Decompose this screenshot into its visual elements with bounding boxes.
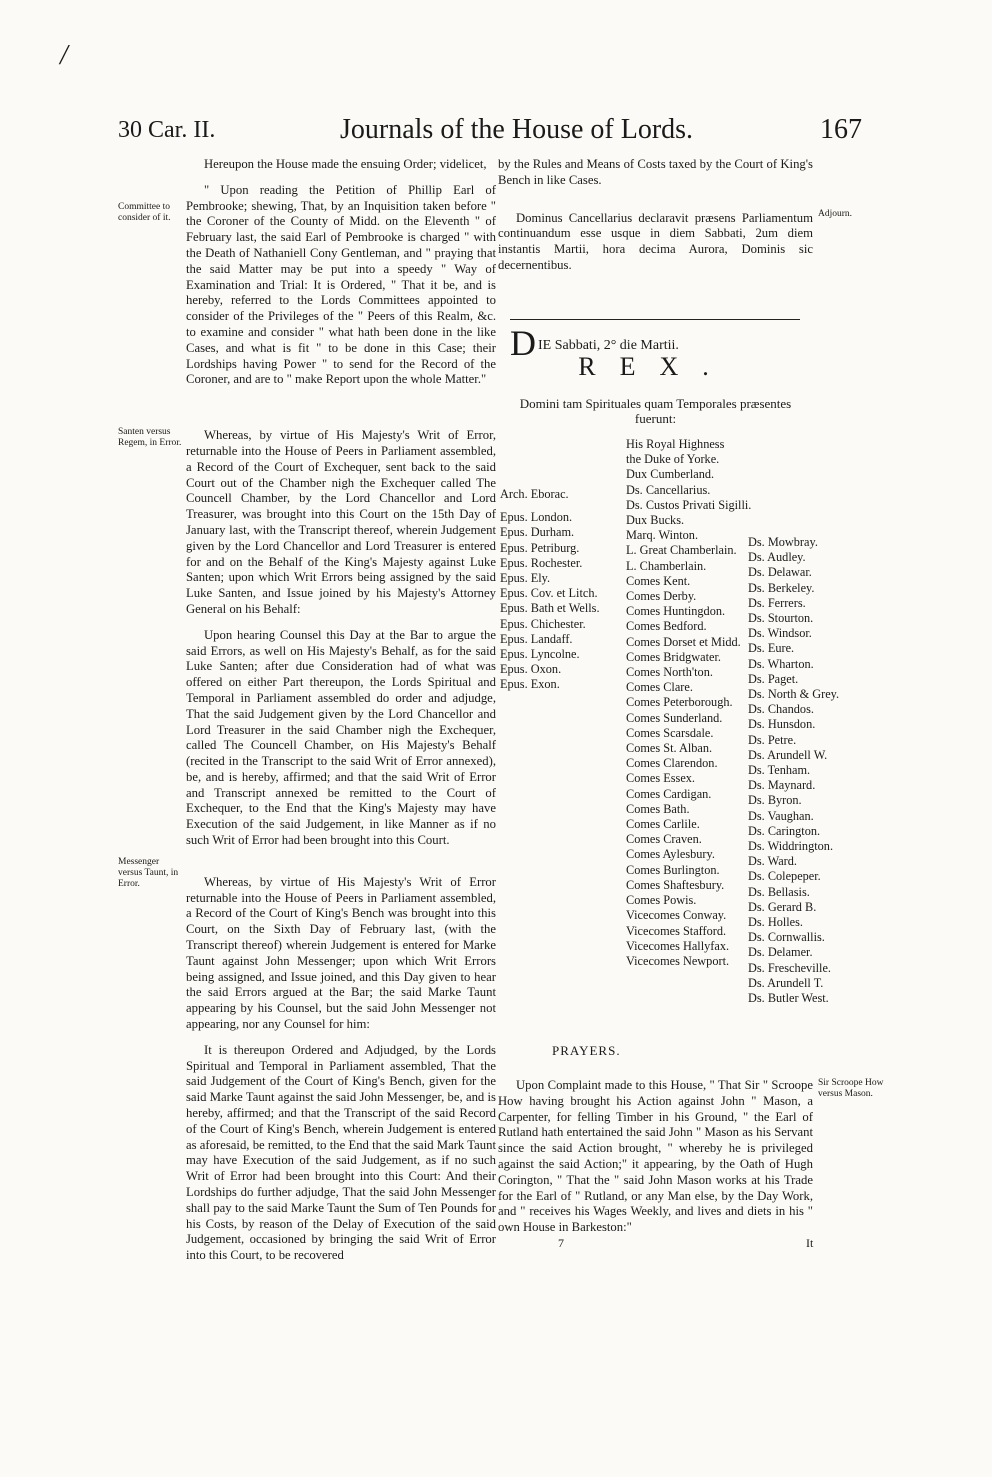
baron-entry: Ds. Carington. xyxy=(748,823,821,838)
catchword: It xyxy=(806,1236,814,1250)
lord-spiritual-entry: Epus. London. xyxy=(500,510,573,525)
lord-temporal-entry: Dux Bucks. xyxy=(626,513,685,528)
corner-mark: / xyxy=(60,40,68,71)
lord-spiritual-entry: Epus. Petriburg. xyxy=(500,540,580,555)
lord-spiritual-entry: Epus. Oxon. xyxy=(500,662,562,677)
lord-temporal-entry: Comes Aylesbury. xyxy=(626,847,715,862)
lord-temporal-entry: Comes Carlile. xyxy=(626,817,700,832)
continuation-text: by the Rules and Means of Costs taxed by the Court of King's Bench in like Cases. xyxy=(498,157,813,187)
pembrooke-order: " Upon reading the Petition of Phillip Earl of Pembrooke; shewing, That, by an Inquisition taken before " the Coroner of the County of Midd. on the Eleventh " of February last, the said Earl of Pembrooke is charged " with the Death of Nathaniell Cony Gentleman, and " praying that the said Matter may be put into a speedy " Way of Examination and Trial: It is Ordered, " That it be, and is hereby, referred to the Lords Committees appointed to consider of the Privileges of the " Peers of this Realm, &c. to examine and consider " what hath been done in the like Cases, and what is fit " to be done in this Case; their Lordships having Power " to send for the Record of the Coroner, and are to " make Report upon the whole Matter." xyxy=(186,182,496,387)
lord-spiritual-entry: Epus. Chichester. xyxy=(500,616,586,631)
lord-spiritual-entry: Epus. Rochester. xyxy=(500,555,583,570)
lord-temporal-entry: Comes St. Alban. xyxy=(626,741,713,756)
baron-entry: Ds. Maynard. xyxy=(748,778,816,793)
lord-temporal-entry: Comes Kent. xyxy=(626,573,691,588)
drop-initial: D xyxy=(510,323,536,363)
lord-temporal-entry: Comes Scarsdale. xyxy=(626,725,714,740)
lords-spiritual-list xyxy=(500,487,600,693)
baron-entry: Ds. Delamer. xyxy=(748,945,813,960)
prayers-heading: PRAYERS. xyxy=(552,1043,621,1058)
lord-spiritual-entry: Epus. Bath et Wells. xyxy=(500,601,600,616)
lord-temporal-entry: His Royal Highness xyxy=(626,437,725,451)
lord-spiritual-entry xyxy=(500,502,600,510)
baron-entry: Ds. Eure. xyxy=(748,641,795,656)
barons-list xyxy=(748,535,839,1006)
baron-entry: Ds. Byron. xyxy=(748,793,802,808)
baron-entry: Ds. Arundell W. xyxy=(748,747,828,762)
baron-entry: Ds. Delawar. xyxy=(748,565,812,580)
lords-temporal-list xyxy=(626,437,751,969)
lord-temporal-entry: Comes Derby. xyxy=(626,589,697,604)
margin-note-messenger: Messenger versus Taunt, in Error. xyxy=(118,857,179,889)
left-column xyxy=(186,157,496,1274)
lord-temporal-entry: L. Great Chamberlain. xyxy=(626,543,737,558)
lord-temporal-entry: Comes Essex. xyxy=(626,771,695,786)
baron-entry: Ds. Widdrington. xyxy=(748,839,834,854)
baron-entry: Ds. Arundell T. xyxy=(748,975,824,990)
attendance-heading: Domini tam Spirituales quam Temporales præsentes fuerunt: xyxy=(519,396,792,426)
margin-note-santen: Santen versus Regem, in Error. xyxy=(118,427,182,448)
lord-temporal-entry: L. Chamberlain. xyxy=(626,558,707,573)
baron-entry: Ds. Chandos. xyxy=(748,702,814,717)
lord-temporal-entry: Vicecomes Hallyfax. xyxy=(626,938,730,953)
baron-entry: Ds. Paget. xyxy=(748,671,799,686)
baron-entry: Ds. Windsor. xyxy=(748,626,812,641)
lord-spiritual-entry: Epus. Landaff. xyxy=(500,631,573,646)
santen-writ: Whereas, by virtue of His Majesty's Writ of Error, returnable into the House of Peers in Parliament assembled, a Record of the Court of Exchequer, sent back to the said Court out of the Chamber nigh the Exchequer called The Councell Chamber, by the Lord Chancellor and Lord Treasurer, was brought into this Court on the 15th Day of January last, with the Transcript thereof, wherein Judgement given by the Lord Chancellor and Lord Treasurer is entered for and on the Behalf of the King's Majesty against Luke Santen; upon which Writ Errors being assigned by the said Luke Santen, and Issue joined by his Majesty's Attorney General on his Behalf: xyxy=(186,428,496,616)
baron-entry: Ds. Ward. xyxy=(748,854,797,869)
scroope-complaint: Upon Complaint made to this House, " That Sir " Scroope How having brought his Action against John " Mason, a Carpenter, for felling Timber in his Ground, " the Earl of Rutland hath entertained the said John " Mason as his Servant since the said Action brought, " whereby he is privileged against the said Action;" it appearing, by the Oath of Hugh Corington, " That the " said John Mason works at his Trade for the Earl of " Rutland, or any Man else, by the Day Work, and " receives his Wages Weekly, and lives and diets in his " own House in Barkeston:" xyxy=(498,1078,813,1235)
date-heading-text: IE Sabbati, 2° die Martii. xyxy=(538,338,679,353)
signature-mark: 7 xyxy=(558,1236,564,1250)
lord-temporal-entry: Vicecomes Newport. xyxy=(626,953,730,968)
lord-temporal-entry: Comes Bedford. xyxy=(626,619,707,634)
baron-entry: Ds. Cornwallis. xyxy=(748,930,825,945)
lord-temporal-entry: Comes Cardigan. xyxy=(626,786,712,801)
lord-temporal-entry: Comes Huntingdon. xyxy=(626,604,726,619)
baron-entry: Ds. Gerard B. xyxy=(748,899,817,914)
baron-entry: Ds. North & Grey. xyxy=(748,687,840,702)
lord-temporal-entry: Comes Shaftesbury. xyxy=(626,877,725,892)
baron-entry: Ds. Colepeper. xyxy=(748,869,821,884)
margin-note-adjourn: Adjourn. xyxy=(818,209,853,219)
lord-temporal-entry: Dux Cumberland. xyxy=(626,467,715,482)
header-regnal-year: 30 Car. II. xyxy=(118,117,216,143)
lord-spiritual-entry: Epus. Durham. xyxy=(500,525,575,540)
page-title: Journals of the House of Lords. xyxy=(340,114,694,145)
baron-entry: Ds. Vaughan. xyxy=(748,808,814,823)
lord-temporal-entry: Comes Clare. xyxy=(626,680,693,695)
messenger-judgement: It is thereupon Ordered and Adjudged, by the Lords Spiritual and Temporal in Parliament assembled, That the said Judgement of the Court of King's Bench, given for the said Marke Taunt against the said John Messenger, be, and is hereby, affirmed; and that the Transcript of the said Record of the Court of King's Bench, wherein Judgement is entered as aforesaid, be remitted, to the End that the said Mark Taunt may have Execution of the said Judgement, as if no such Writ of Error had been brought into this Court: And their Lordships do further adjudge, That the said John Messenger shall pay to the said Marke Taunt the Sum of Ten Pounds for his Costs, by reason of the Delay of Execution of the said Judgement, occasioned by bringing the said Writ of Error into this Court, to be recovered xyxy=(186,1042,496,1263)
lord-temporal-entry: Marq. Winton. xyxy=(626,528,699,543)
page-number: 167 xyxy=(820,114,862,145)
baron-entry: Ds. Bellasis. xyxy=(748,884,810,899)
lord-temporal-entry: Comes Bridgwater. xyxy=(626,649,721,664)
lord-temporal-entry: Ds. Custos Privati Sigilli. xyxy=(626,497,752,512)
santen-judgement: Upon hearing Counsel this Day at the Bar to argue the said Errors, as well on His Majesty's Behalf, as for the said Luke Santen; after due Consideration had of what was offered on either Part thereupon, the Lords Spiritual and Temporal in Parliament assembled do order and adjudge, That the said Judgement given by the Lord Chancellor and Lord Treasurer in the said Chamber nigh the Exchequer, called The Councell Chamber, on His Majesty's Behalf (recited in the Transcript to the said Writ of Error annexed), be, and is hereby, affirmed; and that the said Writ of Error and Transcript annexed be remitted to the Court of Exchequer, to the End that the King's Majesty may have Execution of the said Judgement, in like Manner as if no such Writ of Error had been brought into this Court. xyxy=(186,627,496,848)
baron-entry: Ds. Berkeley. xyxy=(748,580,815,595)
lord-spiritual-entry: Epus. Cov. et Litch. xyxy=(500,586,598,601)
right-column xyxy=(498,157,813,284)
baron-entry: Ds. Tenham. xyxy=(748,763,811,778)
lord-temporal-entry: Comes Bath. xyxy=(626,801,690,816)
baron-entry: Ds. Stourton. xyxy=(748,611,814,626)
baron-entry: Ds. Audley. xyxy=(748,550,806,565)
lord-temporal-entry: Comes Powis. xyxy=(626,893,697,908)
lord-temporal-entry: Comes North'ton. xyxy=(626,665,713,680)
lord-temporal-entry: Comes Clarendon. xyxy=(626,756,718,771)
order-intro: Hereupon the House made the ensuing Order; videlicet, xyxy=(204,157,487,171)
baron-entry: Ds. Holles. xyxy=(748,915,803,930)
lord-temporal-entry: Comes Craven. xyxy=(626,832,702,847)
lord-temporal-entry: Vicecomes Stafford. xyxy=(626,923,727,938)
lord-temporal-entry: Comes Dorset et Midd. xyxy=(626,634,741,649)
lord-spiritual-entry: Epus. Exon. xyxy=(500,677,560,692)
baron-entry: Ds. Butler West. xyxy=(748,991,829,1006)
lord-temporal-entry: Vicecomes Conway. xyxy=(626,908,727,923)
baron-entry: Ds. Mowbray. xyxy=(748,535,818,549)
baron-entry: Ds. Ferrers. xyxy=(748,595,806,610)
baron-entry: Ds. Wharton. xyxy=(748,656,814,671)
messenger-writ: Whereas, by virtue of His Majesty's Writ of Error returnable into the House of Peers in Parliament assembled, a Record of the Court of King's Bench was brought into this Court, on the Sixth Day of February last, (with the Transcript thereof) wherein Judgement is entered for Marke Taunt against John Messenger; upon which Writ Errors being assigned, and Issue joined, and this Day given to hear the said Errors argued at the Bar; the said Marke Taunt appearing by his Counsel, but the said John Messenger not appearing, nor any Counsel for him: xyxy=(186,874,496,1032)
lord-temporal-entry: Ds. Cancellarius. xyxy=(626,482,711,497)
lord-temporal-entry: Comes Sunderland. xyxy=(626,710,723,725)
prayers-column xyxy=(498,1078,813,1246)
lord-temporal-entry: the Duke of Yorke. xyxy=(626,452,720,467)
baron-entry: Ds. Hunsdon. xyxy=(748,717,816,732)
adjournment-text: Dominus Cancellarius declaravit præsens Parliamentum continuandum esse usque in diem Sabbati, 2um diem instantis Martii, hora decima Aurora, Dominis sic decernentibus. xyxy=(498,210,813,272)
baron-entry: Ds. Petre. xyxy=(748,732,797,747)
margin-note-committee: Committee to consider of it. xyxy=(118,202,171,223)
lord-temporal-entry: Comes Peterborough. xyxy=(626,695,733,710)
lord-spiritual-entry: Epus. Ely. xyxy=(500,571,551,586)
lord-spiritual-entry: Arch. Eborac. xyxy=(500,487,569,501)
rex-heading: REX. xyxy=(578,352,733,381)
baron-entry: Ds. Frescheville. xyxy=(748,960,831,975)
lord-temporal-entry: Comes Burlington. xyxy=(626,862,720,877)
section-divider xyxy=(510,319,800,320)
margin-note-scroope: Sir Scroope How versus Mason. xyxy=(818,1078,884,1099)
lord-spiritual-entry: Epus. Lyncolne. xyxy=(500,647,580,662)
